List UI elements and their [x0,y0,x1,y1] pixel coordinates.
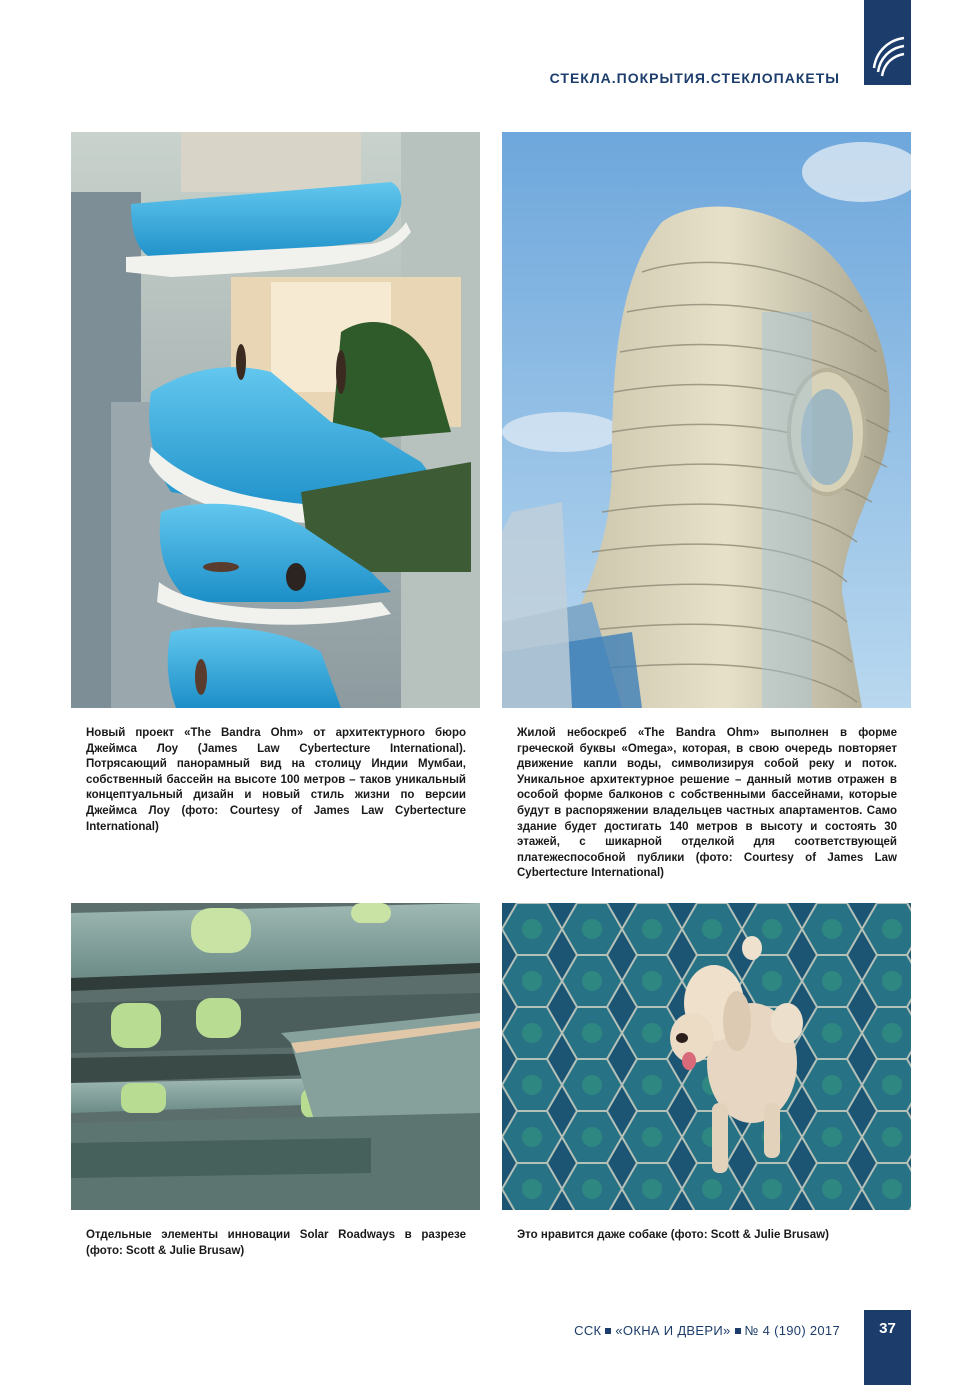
caption-dog: Это нравится даже собаке (фото: Scott & Julie Brusaw) [517,1229,829,1241]
footer-magazine: «ОКНА И ДВЕРИ» [615,1323,731,1338]
footer-issue: № 4 (190) 2017 [744,1323,840,1338]
page-number: 37 [879,1320,896,1337]
bullet-square-icon [735,1328,741,1334]
section-title: СТЕКЛА.ПОКРЫТИЯ.СТЕКЛОПАКЕТЫ [549,70,840,86]
caption-bandra-ohm-tower: Жилой небоскреб «The Bandra Ohm» выполнен в форме греческой буквы «Omega», которая, в свою очередь повторяет движение капли воды, символизируя собой реку и поток. Уникальное архитектурное решение – данный мотив отражен в особой форме балконов с собственными бассейнами, которые будут в распоряжении владельцев частных апартаментов. Само здание будет достигать 140 метров в высоту и состоять 30 этажей, с шикарной отделкой для соответствующей платежеспособной публики (фото: Courtesy of James Law Cybertecture International) [517,727,897,880]
header-tab [864,0,911,85]
footer-publisher: ССК [574,1323,602,1338]
solar-road-panels-photo [71,903,480,1210]
footer-masthead [574,1323,840,1338]
caption-bandra-ohm-balconies: Новый проект «The Bandra Ohm» от архитектурного бюро Джеймса Лоу (James Law Cybertecture International). Потрясающий панорамный вид на столицу Индии Мумбаи, собственный бассейн на высоте 100 метров – таков уникальный концептуальный дизайн и новый стиль жизни по версии Джеймса Лоу (фото: Courtesy of James Law Cybertecture International) [86,727,466,833]
balcony-pools-photo [71,132,480,708]
publisher-swoosh-icon [868,30,908,80]
page-number-tab [864,1310,911,1385]
caption-solar-roadways: Отдельные элементы инновации Solar Roadways в разрезе (фото: Scott & Julie Brusaw) [86,1229,466,1257]
dog-on-solar-road-photo [502,903,911,1210]
bullet-square-icon [605,1328,611,1334]
omega-tower-photo [502,132,911,708]
